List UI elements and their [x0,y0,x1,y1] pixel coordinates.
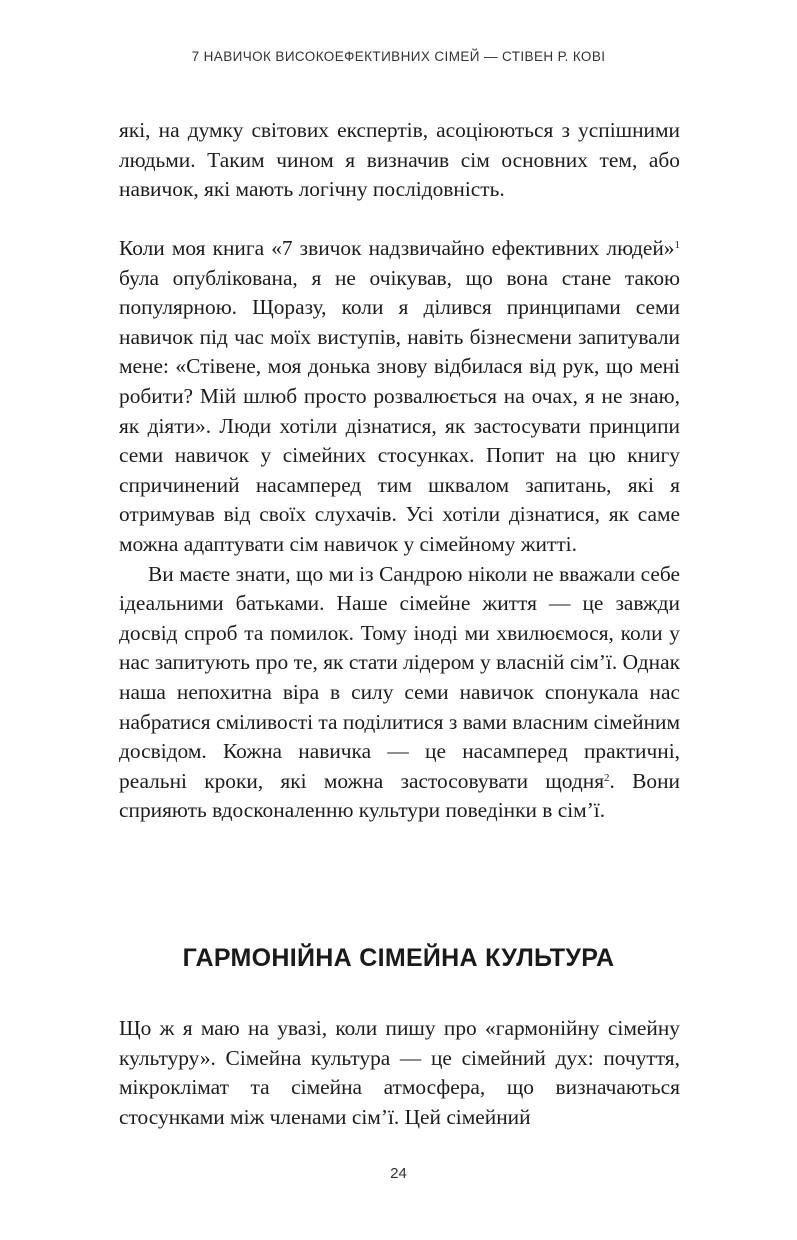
body-text-main [119,234,680,826]
footnote-marker[interactable]: 1 [674,238,680,251]
paragraph-book-popularity [119,234,680,560]
body-text-top [119,116,680,205]
footnote-marker[interactable]: 2 [604,771,610,784]
paragraph-text: Ви маєте знати, що ми із Сандрою ніколи не вважали себе ідеальними батьками. Наше сімейне життя — це завжди досвід спроб та помилок. Тому іноді ми хвилюємося, коли у нас запитують про те, як стати лідером у власній сім’ї. Однак наша непохитна віра в силу семи навичок спонукала нас набратися сміливості та поділитися з вами власним сімейним досвідом. Кожна навичка — це насамперед практичні, реальні кроки, які можна застосовувати щодня [119,561,680,793]
paragraph-family-culture: Що ж я маю на увазі, коли пишу про «гармонійну сімейну культуру». Сімейна культура — це сімейний дух: почуття, мікроклімат та сімейна атмосфера, що визначаються стосунками між членами сім’ї. Цей сімейний [119,1016,680,1129]
running-head: 7 НАВИЧОК ВИСОКОЕФЕКТИВНИХ СІМЕЙ — СТІВЕН Р. КОВІ [191,49,606,64]
paragraph-text: була опублікована, я не очікував, що вона стане такою популярною. Щоразу, коли я ділився принципами семи навичок під час моїх виступів, навіть бізнесмени запитували мене: «Стівене, моя донька знову відбилася від рук, що мені робити? Мій шлюб просто розвалюється на очах, я не знаю, як діяти». Люди хотіли дізнатися, як застосувати принципи семи навичок у сімейних стосунках. Попит на цю книгу спричинений насамперед тим шквалом запитань, які я отримував від своїх слухачів. Усі хотіли дізнатися, як саме можна адаптувати сім навичок у сімейному житті. [119,265,680,556]
paragraph-sandra [119,560,680,826]
paragraph-continuation: які, на думку світових експертів, асоціюються з успішними людьми. Таким чином я визначив сім основних тем, або навичок, які мають логічну послідовність. [119,118,680,202]
section-heading: ГАРМОНІЙНА СІМЕЙНА КУЛЬТУРА [182,944,615,972]
paragraph-text: . Вони сприяють вдосконаленню культури поведінки в сім’ї. [119,768,681,823]
paragraph-text: Коли моя книга «7 звичок надзвичайно ефективних людей» [119,236,675,260]
page-number: 24 [390,1165,407,1182]
body-text-bottom [119,1014,680,1132]
